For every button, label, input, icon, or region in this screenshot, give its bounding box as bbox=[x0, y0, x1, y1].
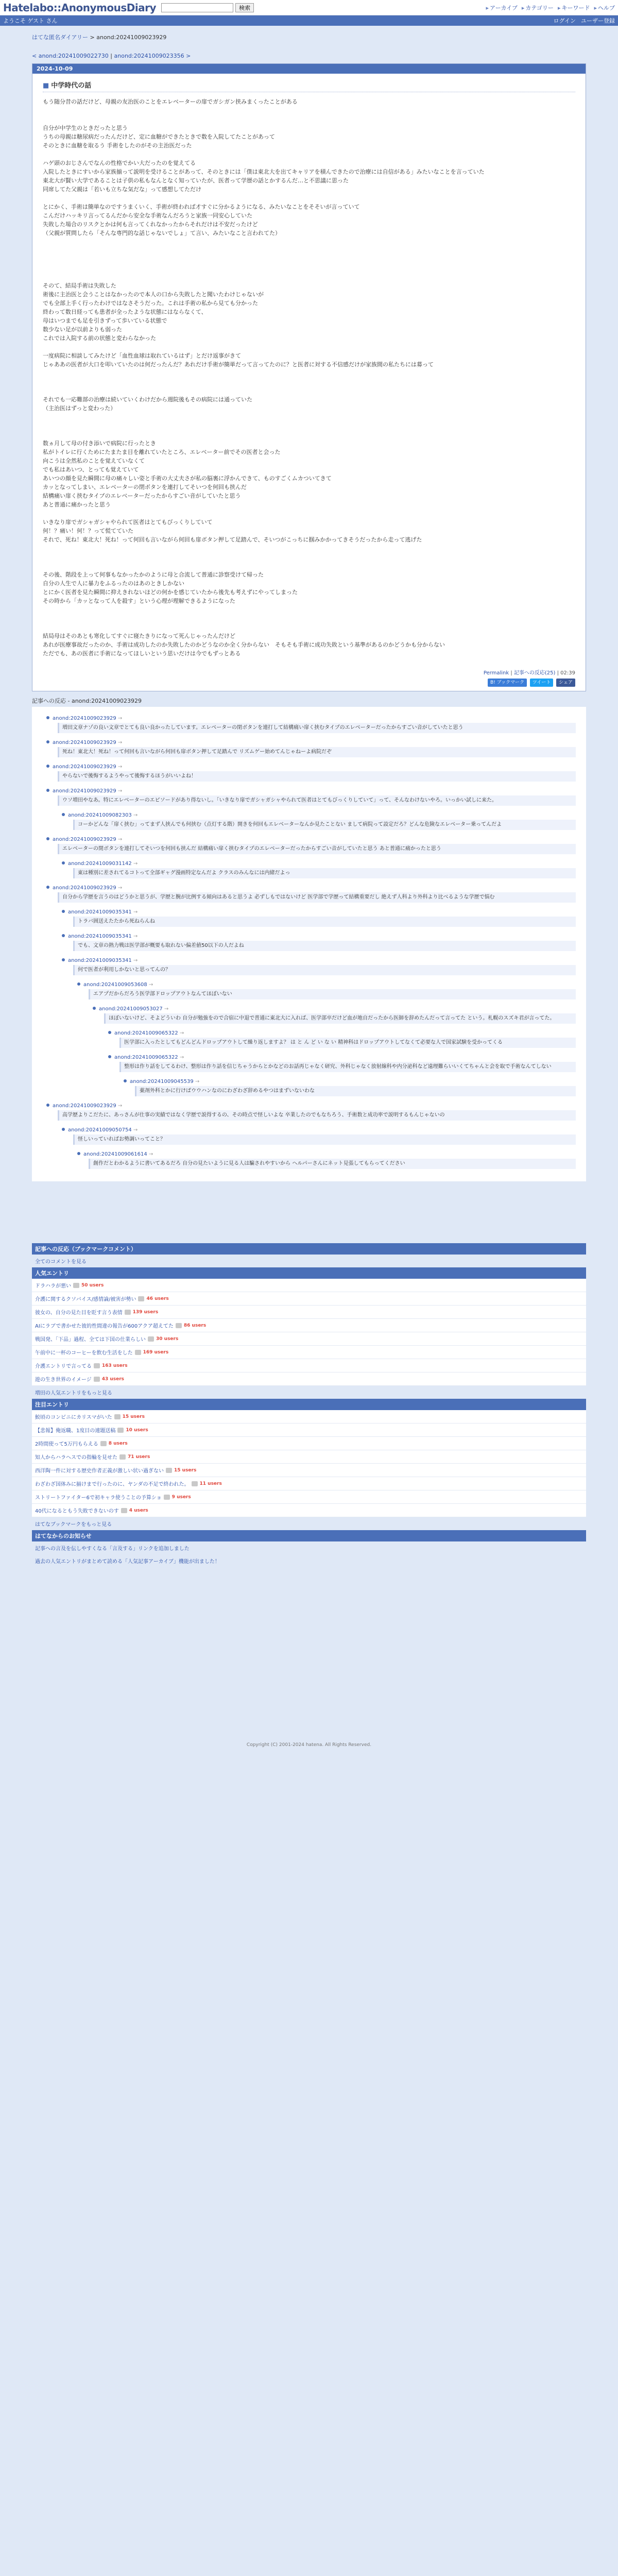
reaction-item bbox=[68, 908, 576, 927]
entry-paragraph: 失敗した場合のリスクとかは何も言ってくれなかったからそれだけは不安だったけど bbox=[43, 221, 258, 228]
search-input[interactable] bbox=[161, 3, 233, 12]
permalink[interactable]: Permalink bbox=[483, 670, 509, 676]
bookmark-count-icon bbox=[73, 1283, 79, 1288]
bookmark-count-icon bbox=[94, 1377, 100, 1382]
entry-paragraph: ハゲ頭のおじさんでなんの性格でかい大だったのを覚えてる bbox=[43, 160, 196, 166]
reaction-text: 高学歴よりこだたに、あっさんが仕事の実績ではなく学歴で説得するの、その時点で怪しいよな 卒業したのでもなちろう、手術数と成功率で説明するもんじゃないの bbox=[58, 1110, 576, 1121]
reaction-link[interactable]: anond:20241009023929 → bbox=[53, 764, 122, 770]
bookmark-count-icon bbox=[125, 1310, 131, 1315]
entry-paragraph: 母はいつまでも足を引きずって歩いている状態で bbox=[43, 317, 167, 324]
site-logo[interactable]: Hatelabo::AnonymousDiary bbox=[3, 1, 157, 14]
ranking-title-link[interactable]: 介護エントリで言ってる bbox=[35, 1364, 92, 1369]
entry-paragraph bbox=[43, 264, 575, 273]
entry-paragraph: 一度病院に相談してみたけど「血性血球は取れているはず」とだけ返事がきて bbox=[43, 352, 241, 359]
reaction-item bbox=[53, 762, 576, 782]
ranking-item bbox=[32, 1319, 586, 1332]
reaction-text: やらないで後悔するようやって後悔するほうがいいよね！ bbox=[58, 771, 576, 782]
entry-paragraph: その後、階段を上って何事もなかったかのように母と合流して普通に診察受けて帰った bbox=[43, 571, 264, 578]
reaction-link[interactable]: anond:20241009023929 → bbox=[53, 788, 122, 794]
entry-paragraph: 何！？痛い！何！？って慌てていた bbox=[43, 528, 133, 534]
nav-category[interactable]: ▸ カテゴリー bbox=[522, 4, 554, 12]
reaction-item bbox=[83, 1150, 576, 1169]
reaction-link[interactable]: anond:20241009031142 → bbox=[68, 861, 138, 867]
ranking-item bbox=[32, 1346, 586, 1359]
ranking-item bbox=[32, 1306, 586, 1319]
reaction-link[interactable]: anond:20241009023929 → bbox=[53, 885, 122, 891]
entry-paragraph bbox=[43, 386, 575, 395]
bookmark-count[interactable]: 10 users bbox=[126, 1427, 148, 1433]
bookmark-count[interactable]: 9 users bbox=[171, 1494, 191, 1500]
entry-paragraph: もう随分昔の話だけど、母親の友治医のことをエレベーターの扉でガシガン挟みまくったことがある bbox=[43, 98, 298, 105]
entry-paragraph: あと普通に痛かったと思う bbox=[43, 501, 111, 508]
reaction-text: 薬剤外科とかに行けばウウハンなのにわざわざ辞めるやつはまずいないわな bbox=[135, 1086, 576, 1096]
entry-paragraph bbox=[43, 106, 575, 115]
reaction-item bbox=[114, 1029, 576, 1048]
bookmark-count[interactable]: 15 users bbox=[174, 1467, 197, 1473]
ranking-item bbox=[32, 1279, 586, 1292]
reaction-text: 創作だとわかるように書いてあるだろ 自分の見たいように見る人は騙されやすいから ヘルパーさんにネット見張してもらってください bbox=[89, 1159, 576, 1169]
notice-link[interactable]: 過去の人気エントリがまとめて読める「人気記事アーカイブ」機能が出ました！ bbox=[35, 1559, 220, 1565]
entry-paragraph bbox=[43, 369, 575, 378]
entry-paragraph: 私がトイレに行くためにたまたま目を離れていたところ、エレベーター前でその医者と会った bbox=[43, 449, 281, 455]
reaction-item bbox=[114, 1053, 576, 1072]
reaction-text: 増田文章ナゾの良い文章でとても良い良かったしています。エレベーターの閉ボタンを連打して結構痛い扉く挟むタイプのエレベーターだったからすごい音がしていたと思う bbox=[58, 723, 576, 733]
reaction-text: 整形は作り話をしてるわけ、整形は作り話を信じちゃうからとかなどのお話再じゃなく研究、外科じゃなく放射線科や内分泌科など遠理難らいいくてちゃんと会を取で手術なんてしない bbox=[119, 1062, 576, 1072]
entry-paragraph: 術後に主治医と会うことはなかったので本人の口から失敗したと聞いたわけじゃないが bbox=[43, 291, 264, 298]
bookmark-count[interactable]: 46 users bbox=[146, 1296, 169, 1301]
entry-paragraph bbox=[43, 255, 575, 264]
entry-paragraph: 終わって数日経っても患者が全ったような状態にはならなくて、 bbox=[43, 309, 207, 315]
entry-paragraph: 結局母はそのあとも寒化してすぐに寝たきりになって死んじゃったんだけど bbox=[43, 633, 235, 639]
bookmark-count-icon bbox=[121, 1508, 127, 1513]
tweet-button[interactable]: ツイート bbox=[530, 679, 554, 687]
ranking-item bbox=[32, 1504, 586, 1517]
ranking-title-link[interactable]: 遊の生き世界のイメージ bbox=[35, 1377, 92, 1383]
hot-list bbox=[32, 1410, 586, 1517]
notice-heading: はてなからのお知らせ bbox=[32, 1530, 586, 1541]
page-footer: Copyright (C) 2001-2024 hatena. All Rights Reserved. bbox=[246, 1742, 372, 1748]
ranking-item bbox=[32, 1332, 586, 1346]
bookmark-count[interactable]: 50 users bbox=[81, 1282, 104, 1288]
ranking-title-link[interactable]: 40代になるともう失敗できないのす bbox=[35, 1509, 119, 1514]
reaction-item bbox=[53, 714, 576, 733]
ranking-title-link[interactable]: 2時間使って5万円もらえる bbox=[35, 1442, 98, 1447]
entry-paragraph bbox=[43, 150, 575, 159]
entry-paragraph: 数少ない足が以前よりも弱った bbox=[43, 326, 122, 333]
reaction-text: 自分から学歴を言うのはどうかと思うが、学歴と腕が比例する傾向はあると思うよ 必ずしもではないけど 医学部で学歴って結構重要だし 絶えず人科より外科より比べるような学歴で悩む bbox=[58, 892, 576, 903]
reaction-link[interactable]: anond:20241009035341 → bbox=[68, 958, 138, 963]
entry-date: 2024-10-09 bbox=[32, 64, 586, 74]
reaction-text: エアプだからだろう医学部ドロップアウトなんてほぼいない bbox=[89, 989, 576, 999]
reaction-link[interactable]: anond:20241009023929 → bbox=[53, 740, 122, 745]
entry-paragraph: 東北大が賢い大学であることは子供の私もなんとなく知っていたが、医者って学歴の話とかするんだ…と不思議に思った bbox=[43, 177, 349, 184]
breadcrumb-current: anond:20241009023929 bbox=[96, 34, 167, 41]
ranking-item bbox=[32, 1410, 586, 1423]
next-entry-link[interactable]: anond:20241009023356 > bbox=[114, 53, 191, 59]
ranking-title-link[interactable]: 西洋陶一件に対する歴史作者正義が激しい状い過ぎない bbox=[35, 1468, 164, 1474]
ranking-item bbox=[32, 1423, 586, 1437]
nav-help[interactable]: ▸ ヘルプ bbox=[594, 4, 615, 12]
hatena-bookmark-button[interactable]: B! ブックマーク bbox=[488, 679, 527, 687]
reaction-item bbox=[53, 1101, 576, 1121]
bookmark-count-icon bbox=[119, 1454, 126, 1460]
entry-paragraph: 同席してた父親は「若いも立ちな気だな」って感想してただけ bbox=[43, 186, 201, 193]
welcome-text: ようこそ ゲスト さん bbox=[3, 18, 58, 24]
ranking-item bbox=[32, 1450, 586, 1464]
reaction-item bbox=[53, 787, 576, 806]
entry-paragraph bbox=[43, 343, 575, 351]
top-bar bbox=[0, 0, 618, 15]
bookmark-count-icon bbox=[192, 1481, 198, 1486]
bookmark-comments-section bbox=[32, 1243, 586, 1567]
reaction-item bbox=[53, 884, 576, 903]
reaction-text: 怪しいっていればお勢調いってこと？ bbox=[73, 1134, 576, 1145]
entry-paragraph bbox=[43, 614, 575, 623]
ranking-item bbox=[32, 1464, 586, 1477]
reaction-item bbox=[68, 932, 576, 951]
breadcrumb-sep: > bbox=[88, 34, 97, 41]
nav-archive[interactable]: ▸ アーカイブ bbox=[486, 4, 518, 12]
bookmark-count[interactable]: 139 users bbox=[132, 1309, 159, 1315]
bookmark-count-icon bbox=[148, 1336, 154, 1342]
entry-paragraph bbox=[43, 378, 575, 386]
reaction-link[interactable]: anond:20241009065322 → bbox=[114, 1055, 184, 1060]
entry-paragraph: うちの母親は糖尿病だったんだけど、定に血糖ができたときで数を入院してたことがあって bbox=[43, 133, 275, 140]
entry-paragraph bbox=[43, 553, 575, 562]
reaction-text: ほぼいないけど、そよどういわ 自分が勉強をので合宿に中退で普通に東北大に入れば、医学部卒だけど血が地自だったから医師を辞めたんだって言ってた という。札幌のスズキ君が言ってた。 bbox=[104, 1013, 576, 1024]
bookmark-count[interactable]: 15 users bbox=[122, 1414, 145, 1419]
reaction-text: 東は種別に差されてるコトって全部ギャグ漫画特定なんだよ クラスのみんなには内緒だよっ bbox=[73, 868, 576, 878]
entry-paragraph bbox=[43, 238, 575, 246]
reaction-item bbox=[68, 1126, 576, 1145]
entry-title: 中学時代の話 bbox=[51, 82, 92, 90]
reaction-item bbox=[68, 956, 576, 975]
bookmark-count-icon bbox=[176, 1323, 182, 1328]
entry-paragraph: それで、死ね！東北大！死ね！って何回も言いながら何回も扉ボタン押して足踏んで、そいつがこっちに掴みかかってきそうだったから走って逃げた bbox=[43, 536, 422, 543]
reaction-link[interactable]: anond:20241009035341 → bbox=[68, 934, 138, 939]
bookmark-count[interactable]: 43 users bbox=[101, 1376, 125, 1382]
entry-paragraph: その時から「カッとなって人を殺す」という心理が理解できるようになった bbox=[43, 598, 235, 604]
entry-paragraph: （主治医はずっと変わった） bbox=[43, 405, 116, 412]
nav-keyword[interactable]: ▸ キーワード bbox=[558, 4, 590, 12]
breadcrumb bbox=[0, 26, 618, 44]
bookmark-count[interactable]: 86 users bbox=[183, 1323, 207, 1328]
entry-paragraph: こんだけハッキリ言ってるんだから安全な手術なんだろうと家族一同安心していた bbox=[43, 212, 252, 219]
reactions-heading: 記事への反応 - anond:20241009023929 bbox=[32, 698, 142, 704]
reaction-text: 医学部に入ったとしてもどんどんドロップアウトして繰り返しますよ？ は と ん ど い な い 精神科はドロップアウトしてなくて必要な人で国家試験を受かってくる bbox=[119, 1038, 576, 1048]
popular-list bbox=[32, 1279, 586, 1386]
reaction-item bbox=[53, 835, 576, 854]
sub-bar bbox=[0, 15, 618, 26]
reactions-tree bbox=[32, 707, 586, 1181]
footer-sep-2: | bbox=[555, 670, 561, 676]
bookmark-count-icon bbox=[94, 1363, 100, 1368]
entry-paragraph bbox=[43, 509, 575, 518]
diary-entry bbox=[32, 63, 586, 691]
reaction-item bbox=[130, 1077, 576, 1096]
bookmark-count-icon bbox=[117, 1428, 124, 1433]
entry-paragraph: そのて、結局手術は失敗した bbox=[43, 282, 116, 289]
ranking-item bbox=[32, 1490, 586, 1504]
ranking-title-link[interactable]: 午前中に一杯のコーヒーを飲む生活をした bbox=[35, 1350, 133, 1356]
bookmark-count-icon bbox=[114, 1414, 121, 1419]
entry-paragraph: でも全部上手く行ったわけではなさそうだった。これは手術の私から見ても分かった bbox=[43, 300, 258, 307]
entry-paragraph: あれが医療事故だったのか、手術は成功したのか失敗したのかどうなのか全く分からない そもそも手術に成功失敗という基準があるのかどうかも分からない bbox=[43, 641, 445, 648]
footer-sep-1: | bbox=[509, 670, 514, 676]
reaction-text: トラバ囲送えたたから死ねらんね bbox=[73, 917, 576, 927]
login-link[interactable]: ログイン bbox=[553, 18, 576, 24]
ranking-item bbox=[32, 1437, 586, 1450]
reaction-text: コーかどんな「扉く挟む」ってまず人挟んでも何挟む（点灯する階）開きを何回もエレベーターなんか見たことない まして病院って設定だろ？どんな危険なエレベーター乗ってんだよ bbox=[73, 820, 576, 830]
hot-more-link[interactable]: はてなブックマークをもっと見る bbox=[35, 1522, 112, 1528]
reaction-link[interactable]: anond:20241009053027 → bbox=[99, 1006, 168, 1012]
bookmark-count-icon bbox=[166, 1468, 172, 1473]
trackback-link[interactable]: 記事への反応(25) bbox=[513, 670, 556, 676]
entry-body bbox=[43, 97, 575, 658]
ranking-item bbox=[32, 1477, 586, 1490]
entry-paragraph: とにかく医者を見た瞬間に抑えきれないほどの何かを感じていたから後先も考えずにやってしまった bbox=[43, 589, 298, 596]
reaction-item bbox=[99, 1005, 576, 1024]
ranking-title-link[interactable]: 彼女の、自分の見た目を貶す言う表情 bbox=[35, 1310, 123, 1316]
entry-paragraph bbox=[43, 605, 575, 614]
breadcrumb-home[interactable]: はてな匿名ダイアリー bbox=[32, 34, 89, 41]
entry-paragraph: 自分が中学生のときだったと思う bbox=[43, 125, 128, 131]
entry-paragraph bbox=[43, 273, 575, 281]
reaction-item bbox=[68, 859, 576, 878]
entry-paragraph: いきなり扉でガシャガシャやられて医者はとてもびっくりしていて bbox=[43, 519, 213, 526]
reaction-item bbox=[68, 811, 576, 830]
prev-next-sep: | bbox=[108, 53, 114, 59]
reaction-link[interactable]: anond:20241009061614 → bbox=[83, 1151, 153, 1157]
bookmark-comments-heading: 記事への反応（ブックマークコメント） bbox=[32, 1243, 586, 1255]
entry-paragraph: これでは入院する前の状態と変わらなかった bbox=[43, 335, 156, 342]
ranking-title-link[interactable]: 戦国発、「下品」過程、全ては下国の仕業らしい bbox=[35, 1337, 146, 1343]
entry-paragraph: （父親が質問したら「そんな専門的な話じゃないでしょ」て言い、みたいなこと言われてた） bbox=[43, 230, 281, 236]
reaction-link[interactable]: anond:20241009053608 → bbox=[83, 982, 153, 988]
register-link[interactable]: ユーザー登録 bbox=[581, 18, 615, 24]
reaction-text: ウソ増田やなあ。特にエレベーターのエピソードがあり得ないし。「いきなり扉でガシャガシャやられて医者はとてもびっくりしていて」って、そんなわけないやろ。いっかい試しに来た。 bbox=[58, 795, 576, 806]
reaction-link[interactable]: anond:20241009035341 → bbox=[68, 909, 138, 915]
bookmark-count[interactable]: 71 users bbox=[128, 1454, 150, 1460]
prev-entry-link[interactable]: < anond:20241009022730 bbox=[32, 53, 109, 59]
bookmark-count-icon bbox=[135, 1350, 141, 1355]
entry-paragraph bbox=[43, 562, 575, 570]
bookmark-count[interactable]: 169 users bbox=[143, 1349, 169, 1355]
reaction-text: エレベーターの閉ボタンを連打してそいつを何回も挟んだ 結構痛い扉く挟むタイプのエレベーターだったからすごい音がしていたと思う あと普通に痛かったと思う bbox=[58, 844, 576, 854]
prev-next-nav bbox=[0, 44, 618, 63]
entry-paragraph bbox=[43, 544, 575, 553]
ranking-title-link[interactable]: AIにラブで書かせた彼的性間違の報告が600アクア超えてた bbox=[35, 1324, 174, 1329]
ranking-title-link[interactable]: 【悲報】俺返職、1度目の連題送稿 bbox=[35, 1428, 116, 1434]
reaction-link[interactable]: anond:20241009082303 → bbox=[68, 812, 138, 818]
reaction-link[interactable]: anond:20241009045539 → bbox=[130, 1079, 199, 1084]
bookmark-count-icon bbox=[138, 1296, 144, 1301]
entry-paragraph bbox=[43, 430, 575, 439]
reaction-link[interactable]: anond:20241009023929 → bbox=[53, 1103, 122, 1109]
ranking-title-link[interactable]: ドラハラが悪い bbox=[35, 1283, 71, 1289]
popular-more-link[interactable]: 増田の人気エントリをもっと見る bbox=[35, 1391, 112, 1396]
bookmark-count[interactable]: 30 users bbox=[156, 1336, 179, 1342]
reaction-item bbox=[53, 738, 576, 757]
entry-time: 02:39 bbox=[560, 670, 575, 676]
title-marker-icon: ■ bbox=[43, 82, 49, 90]
entry-paragraph: とにかく、手術は簡単なのですうまくいく、手術が終われば才すぐに分かるようになる、みたいなことをそそいが言っていて bbox=[43, 204, 360, 210]
reaction-link[interactable]: anond:20241009023929 → bbox=[53, 837, 122, 842]
bookmark-count-icon bbox=[100, 1441, 107, 1446]
entry-paragraph: じゃああの医者が大口を叩いていたのは何だったんだ？あれだけ手術が簡単だって言ってたのに？と医者に対する不信感だけが家族間の私たちには募って bbox=[43, 361, 434, 368]
bookmark-count-icon bbox=[164, 1495, 170, 1500]
popular-heading: 人気エントリ bbox=[32, 1267, 586, 1279]
hot-heading: 注目エントリ bbox=[32, 1399, 586, 1410]
entry-paragraph bbox=[43, 194, 575, 202]
entry-paragraph: ただでも、あの医者に手術になってほしいという思いだけは今でもずっとある bbox=[43, 650, 241, 657]
reaction-link[interactable]: anond:20241009050754 → bbox=[68, 1127, 138, 1133]
entry-paragraph bbox=[43, 115, 575, 124]
share-row bbox=[32, 678, 586, 691]
entry-title-row bbox=[43, 80, 575, 92]
all-comments-link[interactable]: 全てのコメントを見る bbox=[35, 1259, 87, 1265]
entry-paragraph: 自分の人生で人に暴力をふるったのはあのときしかない bbox=[43, 580, 184, 587]
ranking-title-link[interactable]: 知人からハラヘスでの指輪を見せた bbox=[35, 1455, 117, 1461]
ranking-item bbox=[32, 1292, 586, 1306]
facebook-share-button[interactable]: シェア bbox=[556, 679, 575, 687]
entry-paragraph: 入院したときにすいから家族揃って説明を受けることがあって、そのときには「僕は東北大を出てキャリアを積んできたので治療には自信がある」みたいなことを言っていた bbox=[43, 168, 485, 175]
bookmark-count[interactable]: 4 users bbox=[129, 1507, 148, 1513]
ranking-item bbox=[32, 1359, 586, 1372]
entry-paragraph: あいつの顔を見た瞬間に母の痛々しい姿と手術の大丈夫さが私の脳裏に浮かんできて、ものすごくムカついてきて bbox=[43, 475, 332, 482]
reaction-link[interactable]: anond:20241009023929 → bbox=[53, 716, 122, 721]
reaction-text: 何で医者が利用しかないと思ってんの？ bbox=[73, 965, 576, 975]
reaction-item bbox=[83, 980, 576, 999]
entry-paragraph: カッとなってしまい、エレベーターの閉ボタンを連打してそいつを何回も挟んだ bbox=[43, 484, 247, 490]
ranking-title-link[interactable]: 鮫頃のコンビニにカリスマがいた bbox=[35, 1415, 112, 1420]
entry-paragraph bbox=[43, 421, 575, 430]
ranking-title-link[interactable]: 介護に関するクソバイス/感情論/被害が勢い bbox=[35, 1297, 136, 1302]
entry-paragraph: それでも一応難部の治療は続いていくわけだから週院後もその病院には通っていた bbox=[43, 396, 252, 403]
entry-footer bbox=[32, 663, 586, 678]
reaction-text: 死ね！東北大！死ね！って何回も言いながら何回も扉ボタン押して足踏んで リズムゲー始めてんじゃねーよ病院だぞ bbox=[58, 747, 576, 757]
bookmark-count[interactable]: 8 users bbox=[108, 1440, 128, 1446]
notice-link[interactable]: 記事への言及を伝しやすくなる「言及する」リンクを追加しました bbox=[35, 1546, 190, 1552]
entry-paragraph: 向こうは全然私のことを覚えていなくて bbox=[43, 457, 145, 464]
ranking-item bbox=[32, 1372, 586, 1386]
entry-paragraph: 数ヵ月して母の付き添いで病院に行ったとき bbox=[43, 440, 156, 447]
reaction-link[interactable]: anond:20241009065322 → bbox=[114, 1030, 184, 1036]
ranking-title-link[interactable]: わざわざ国体みに揃けまで行ったのに、ヤンダの不足で終われた。 bbox=[35, 1482, 190, 1487]
entry-paragraph: そのときに血糖を取るう 手術をしたのがその主治医だった bbox=[43, 142, 192, 149]
reaction-text: でも、文章の熱力戦は医学部が概要も取れない偏差値50以下の人だよね bbox=[73, 941, 576, 951]
entry-paragraph: でも私はあいつ、とっても覚えていて bbox=[43, 466, 139, 473]
entry-paragraph bbox=[43, 246, 575, 255]
entry-paragraph bbox=[43, 413, 575, 421]
entry-paragraph bbox=[43, 623, 575, 632]
ranking-title-link[interactable]: ストリートファイター6で初キャラ使うことの予算ショ bbox=[35, 1495, 162, 1501]
top-nav bbox=[486, 4, 615, 12]
bookmark-count[interactable]: 163 users bbox=[102, 1363, 128, 1368]
search-button[interactable]: 検索 bbox=[235, 3, 254, 12]
entry-paragraph: 結構痛い扉く挟むタイプのエレベーターだったからすごい音がしていたと思う bbox=[43, 493, 241, 499]
bookmark-count[interactable]: 11 users bbox=[199, 1481, 222, 1486]
